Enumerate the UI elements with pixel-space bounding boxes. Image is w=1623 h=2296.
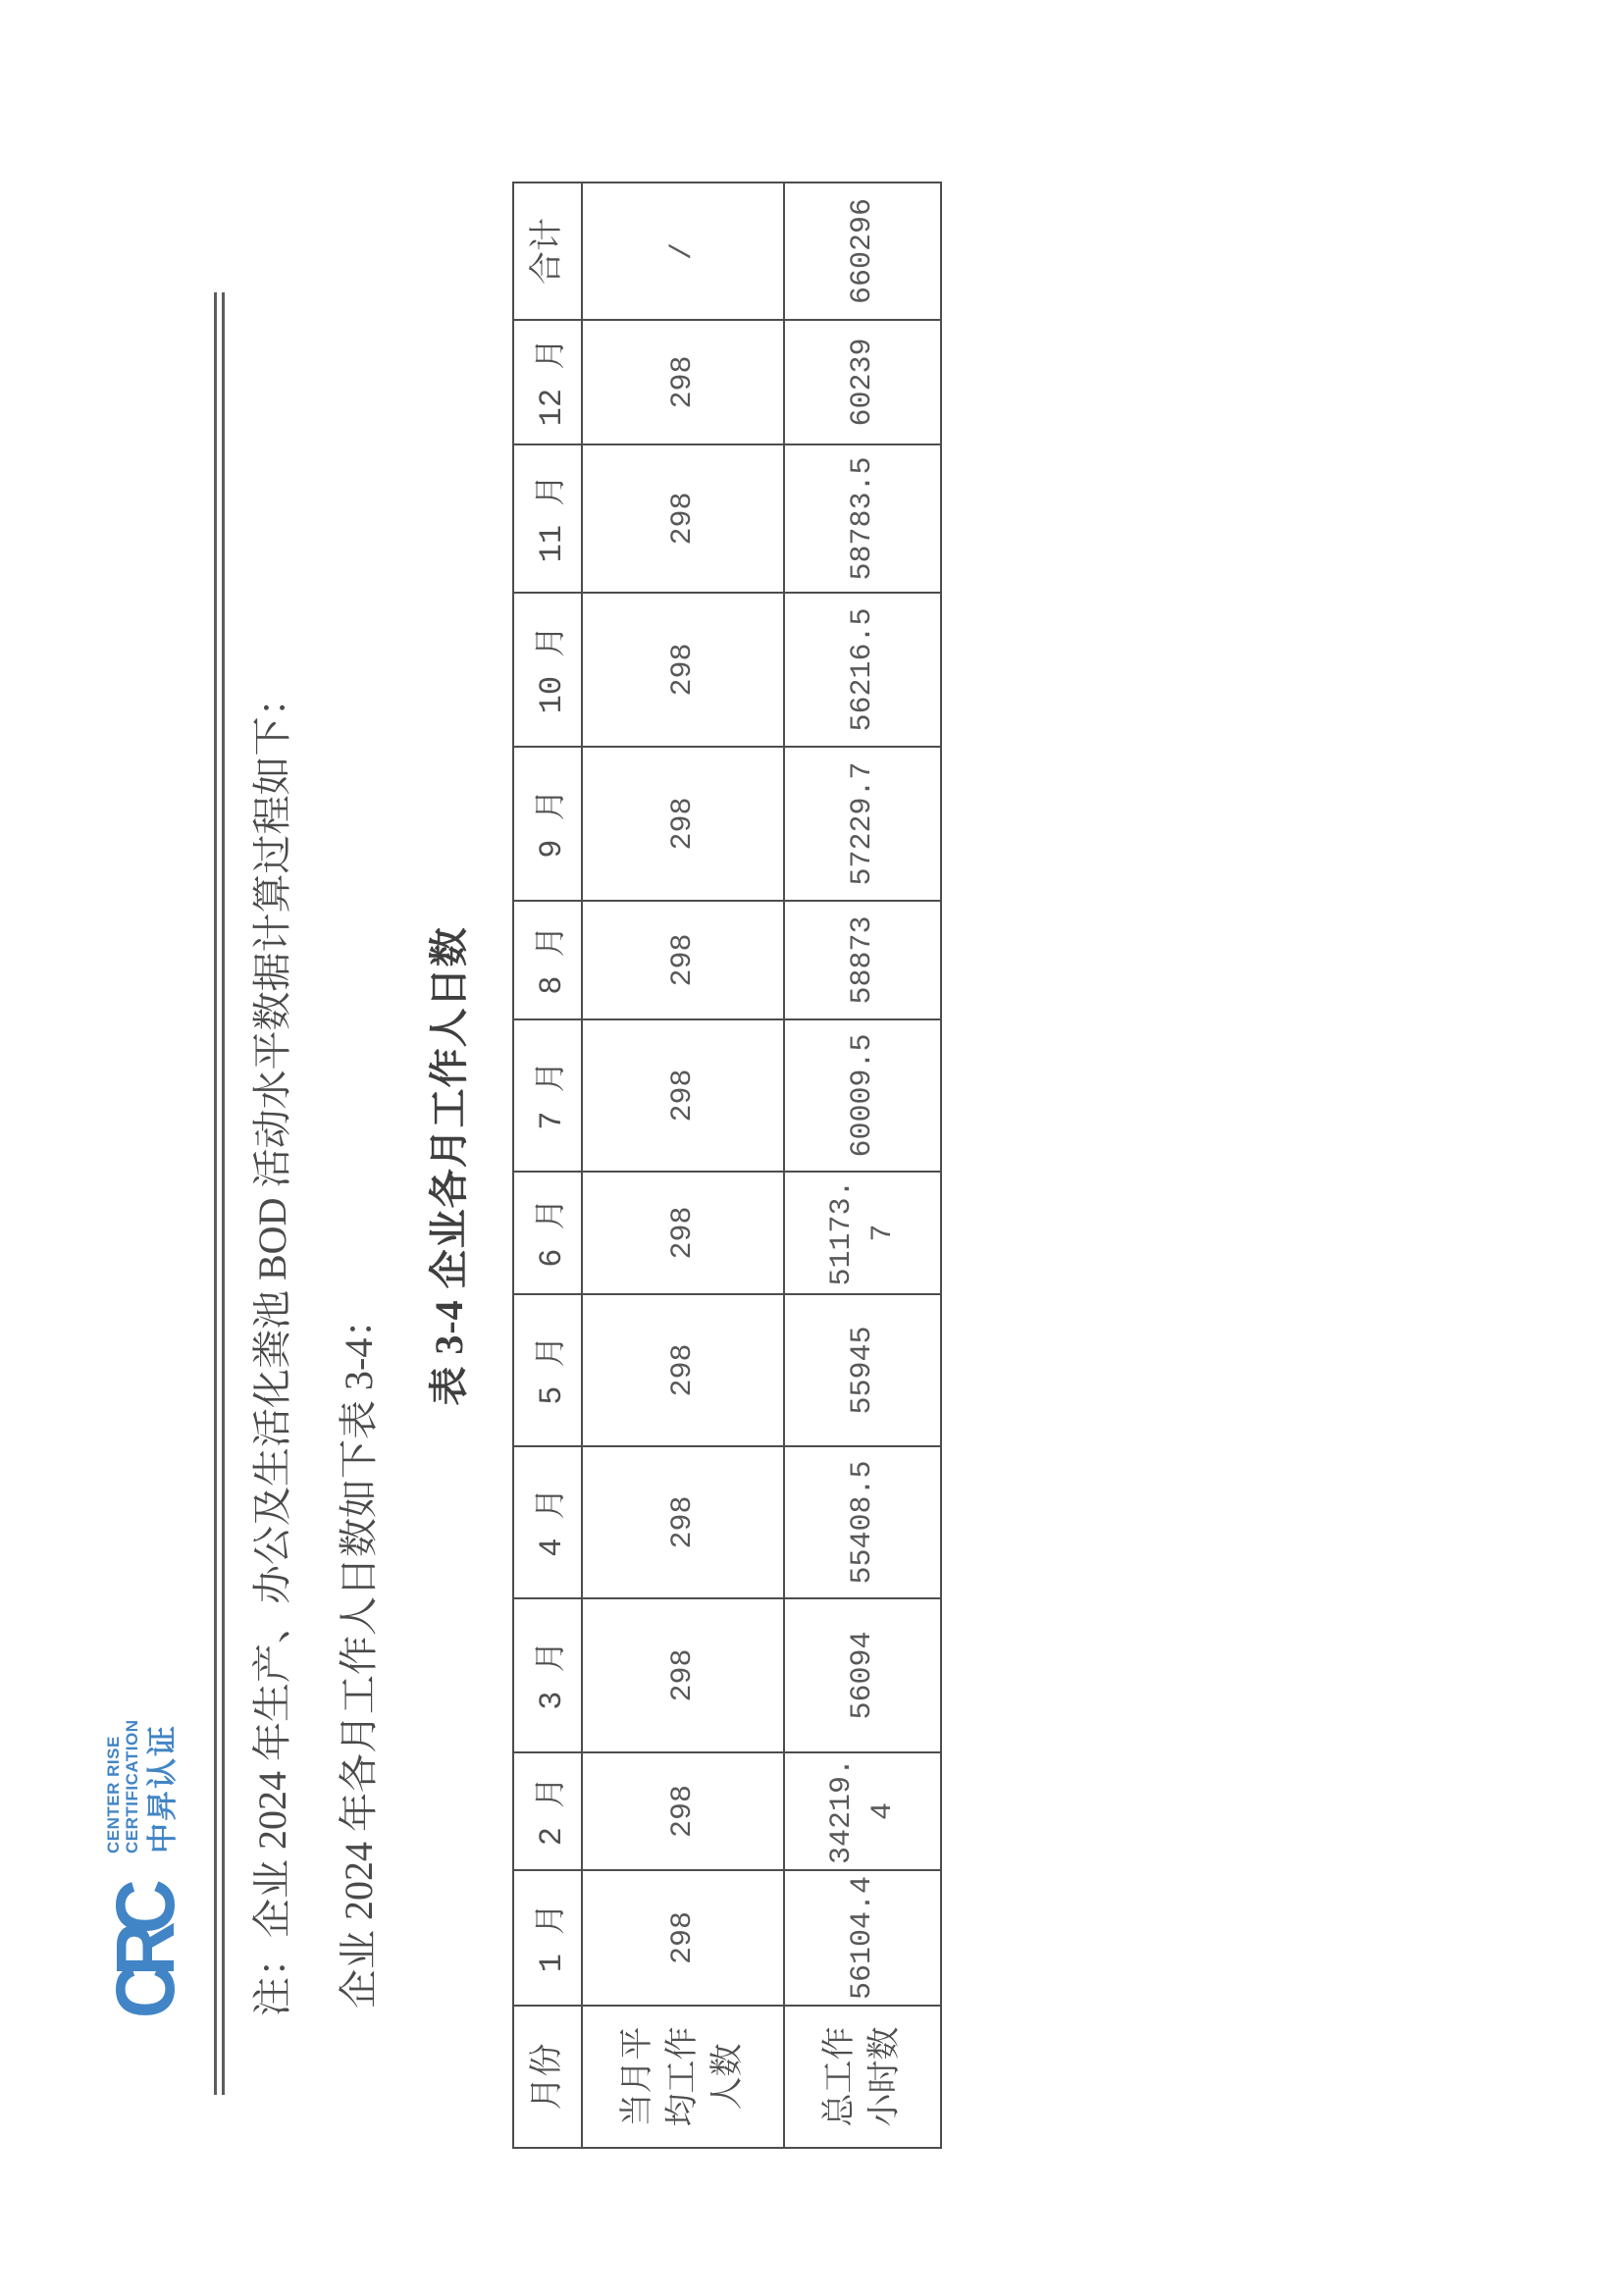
header-cell-jul: 7 月 — [513, 1019, 582, 1172]
table-title: 表 3-4 企业各月工作人日数 — [427, 926, 471, 1406]
total-hours-jan: 56104.4 — [784, 1870, 941, 2006]
total-hours-aug: 58873 — [784, 901, 941, 1019]
total-hours-mar: 56094 — [784, 1598, 941, 1752]
note-line-1: 注：企业 2024 年生产、办公及生活化粪池 BOD 活动水平数据计算过程如下： — [250, 677, 294, 2016]
logo-chinese-name: 中昇认证 — [145, 1724, 180, 1853]
table-header-row — [513, 183, 582, 2148]
avg-workers-total: / — [582, 183, 784, 320]
row-label-avg-workers: 当月平均工作人数 — [582, 2006, 784, 2148]
crc-logo-text — [104, 1719, 181, 1853]
total-hours-apr: 55408.5 — [784, 1446, 941, 1598]
avg-workers-row — [582, 183, 784, 2148]
letterhead-double-rule — [214, 292, 225, 2095]
avg-workers-dec: 298 — [582, 320, 784, 444]
total-hours-row — [784, 183, 941, 2148]
header-cell-sep: 9 月 — [513, 747, 582, 901]
total-hours-dec: 60239 — [784, 320, 941, 444]
header-cell-dec: 12 月 — [513, 320, 582, 444]
logo-english-line-1: CENTER RISE — [104, 1736, 123, 1853]
avg-workers-apr: 298 — [582, 1446, 784, 1598]
total-hours-jun: 51173.7 — [784, 1172, 941, 1294]
header-cell-month: 月份 — [513, 2006, 582, 2148]
header-cell-nov: 11 月 — [513, 444, 582, 593]
logo-english-line-2: CERTIFICATION — [123, 1719, 141, 1853]
header-cell-jun: 6 月 — [513, 1172, 582, 1294]
header-cell-total: 合计 — [513, 183, 582, 320]
avg-workers-jan: 298 — [582, 1870, 784, 2006]
total-hours-jul: 60009.5 — [784, 1019, 941, 1172]
header-cell-oct: 10 月 — [513, 593, 582, 747]
avg-workers-may: 298 — [582, 1294, 784, 1446]
header-cell-mar: 3 月 — [513, 1598, 582, 1752]
crc-monogram-icon: CRC — [99, 1892, 191, 2018]
avg-workers-oct: 298 — [582, 593, 784, 747]
crc-logo — [99, 1719, 191, 2018]
total-hours-total: 660296 — [784, 183, 941, 320]
total-hours-sep: 57229.7 — [784, 747, 941, 901]
header-cell-may: 5 月 — [513, 1294, 582, 1446]
header-cell-feb: 2 月 — [513, 1752, 582, 1870]
avg-workers-mar: 298 — [582, 1598, 784, 1752]
header-cell-jan: 1 月 — [513, 1870, 582, 2006]
avg-workers-feb: 298 — [582, 1752, 784, 1870]
avg-workers-aug: 298 — [582, 901, 784, 1019]
total-hours-feb: 34219.4 — [784, 1752, 941, 1870]
monthly-work-days-table — [512, 182, 942, 2149]
note-line-2: 企业 2024 年各月工作人日数如下表 3-4： — [337, 1298, 381, 2009]
avg-workers-nov: 298 — [582, 444, 784, 593]
header-cell-aug: 8 月 — [513, 901, 582, 1019]
row-label-total-hours: 总工作小时数 — [784, 2006, 941, 2148]
total-hours-may: 55945 — [784, 1294, 941, 1446]
header-cell-apr: 4 月 — [513, 1446, 582, 1598]
avg-workers-sep: 298 — [582, 747, 784, 901]
avg-workers-jul: 298 — [582, 1019, 784, 1172]
total-hours-nov: 58783.5 — [784, 444, 941, 593]
avg-workers-jun: 298 — [582, 1172, 784, 1294]
total-hours-oct: 56216.5 — [784, 593, 941, 747]
